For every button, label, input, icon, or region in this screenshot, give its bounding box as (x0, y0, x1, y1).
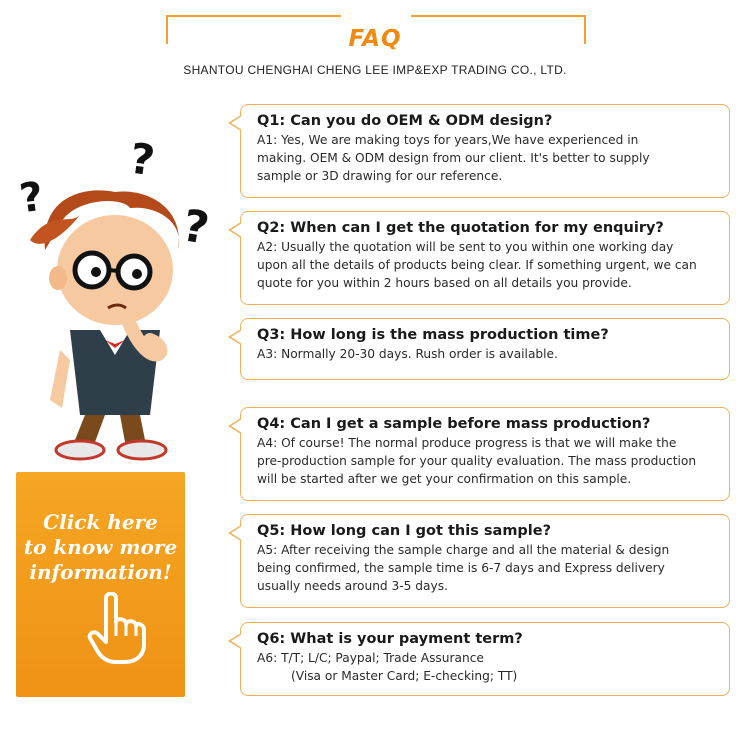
faq-answer-line: A4: Of course! The normal produce progress is that we will make the (257, 436, 677, 450)
page-title: FAQ (348, 26, 402, 52)
faq-answer-line: making. OEM & ODM design from our client. It's better to supply (257, 151, 650, 165)
faq-answer-line: A1: Yes, We are making toys for years,We have experienced in (257, 133, 639, 147)
faq-answer-line: A5: After receiving the sample charge and all the material & design (257, 543, 670, 557)
boy-figure-icon (0, 130, 230, 470)
faq-answer (257, 649, 715, 685)
faq-answer-line: being confirmed, the sample time is 6-7 days and Express delivery (257, 561, 665, 575)
faq-answer (257, 131, 715, 185)
faq-answer-line: A6: T/T; L/C; Paypal; Trade Assurance (257, 651, 484, 665)
faq-answer-line: will be started after we get your confirmation on this sample. (257, 472, 632, 486)
company-name: SHANTOU CHENGHAI CHENG LEE IMP&EXP TRADING CO., LTD. (183, 63, 567, 77)
faq-answer-line: upon all the details of products being clear. If something urgent, we can (257, 258, 697, 272)
pointing-hand-icon (86, 592, 146, 664)
thinking-character-illustration (0, 130, 230, 470)
more-info-button[interactable] (16, 472, 185, 697)
faq-question: Q3: How long is the mass production time? (257, 327, 609, 343)
faq-answer-line: pre-production sample for your quality evaluation. The mass production (257, 454, 697, 468)
faq-question: Q5: How long can I got this sample? (257, 523, 552, 539)
faq-answer-line: sample or 3D drawing for our reference. (257, 169, 503, 183)
more-info-label (16, 510, 185, 585)
faq-item-q5 (240, 514, 730, 608)
faq-question: Q6: What is your payment term? (257, 631, 523, 647)
faq-answer-line: A3: Normally 20-30 days. Rush order is available. (257, 347, 558, 361)
faq-question: Q2: When can I get the quotation for my enquiry? (257, 220, 664, 236)
question-mark-icon: ? (16, 173, 47, 223)
faq-answer (257, 238, 715, 292)
cta-line: to know more (23, 535, 178, 559)
faq-item-q6 (240, 622, 730, 696)
faq-item-q1 (240, 104, 730, 198)
faq-answer-line: usually needs around 3-5 days. (257, 579, 448, 593)
question-mark-icon: ? (126, 133, 158, 186)
faq-item-q2 (240, 211, 730, 305)
faq-answer-line: A2: Usually the quotation will be sent to you within one working day (257, 240, 674, 254)
faq-question: Q1: Can you do OEM & ODM design? (257, 113, 553, 129)
faq-question: Q4: Can I get a sample before mass production? (257, 416, 651, 432)
faq-item-q4 (240, 407, 730, 501)
faq-answer (257, 541, 715, 595)
cta-line: Click here (43, 510, 158, 534)
faq-answer-line: (Visa or Master Card; E-checking; TT) (291, 669, 518, 683)
faq-answer-line: quote for you within 2 hours based on all details you provide. (257, 276, 632, 290)
faq-answer (257, 345, 715, 363)
faq-answer (257, 434, 715, 488)
faq-item-q3 (240, 318, 730, 380)
cta-line: information! (29, 560, 172, 584)
question-mark-icon: ? (178, 200, 213, 255)
